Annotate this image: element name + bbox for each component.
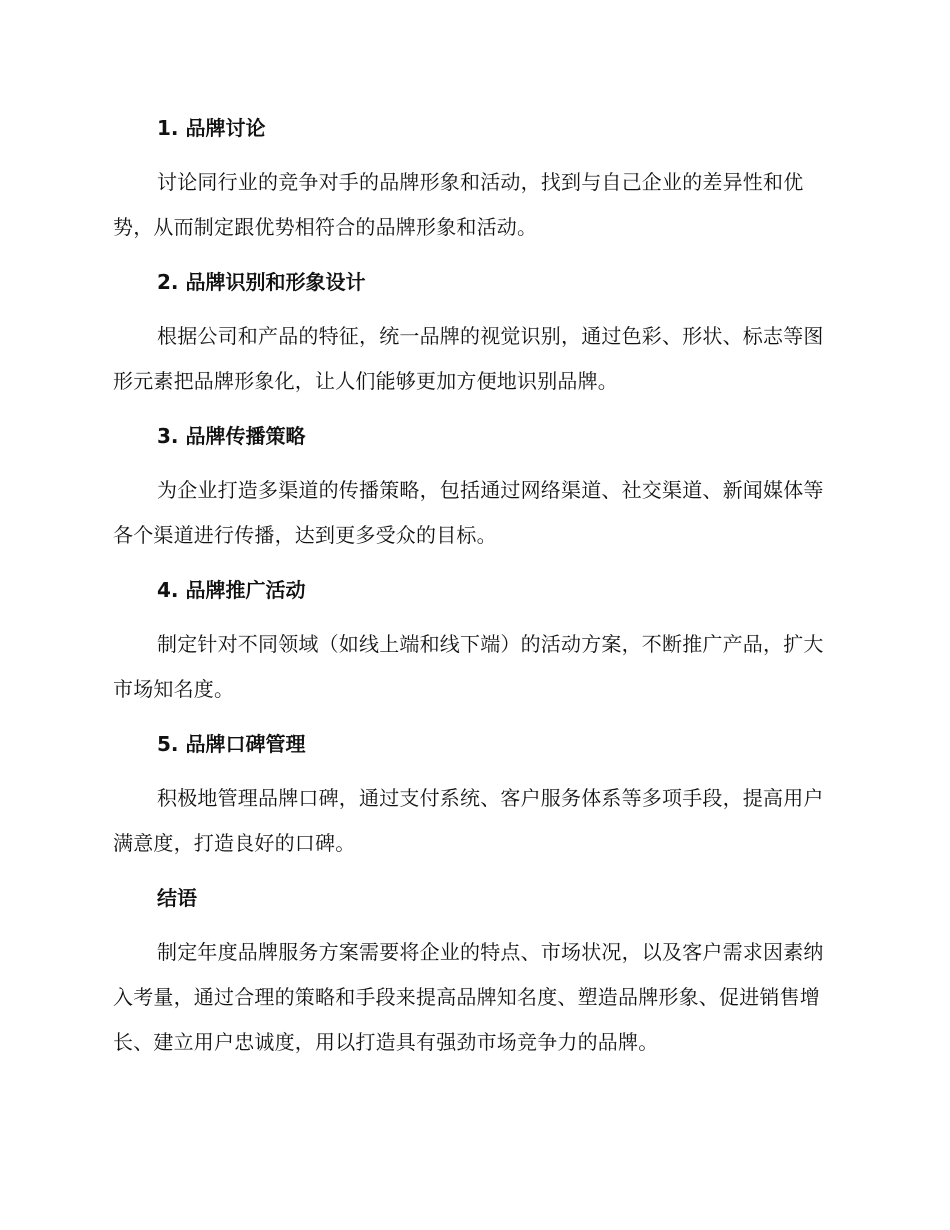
section-brand-discussion: [113, 112, 833, 250]
section-paragraph: 根据公司和产品的特征，统一品牌的视觉识别，通过色彩、形状、标志等图形元素把品牌形象化，让人们能够更加方便地识别品牌。: [113, 324, 824, 393]
section-brand-reputation-management: [113, 728, 833, 866]
section-brand-promotion-activities: [113, 574, 833, 712]
section-paragraph: 讨论同行业的竞争对手的品牌形象和活动，找到与自己企业的差异性和优势，从而制定跟优势相符合的品牌形象和活动。: [113, 170, 804, 239]
section-paragraph: 积极地管理品牌口碑，通过支付系统、客户服务体系等多项手段，提高用户满意度，打造良好的口碑。: [113, 786, 824, 855]
section-heading: 2. 品牌识别和形象设计: [157, 270, 366, 294]
section-paragraph: 制定针对不同领域（如线上端和线下端）的活动方案，不断推广产品，扩大市场知名度。: [113, 632, 824, 701]
section-brand-communication-strategy: [113, 420, 833, 558]
section-heading: 3. 品牌传播策略: [157, 424, 306, 448]
section-heading: 结语: [157, 886, 197, 910]
section-paragraph: 制定年度品牌服务方案需要将企业的特点、市场状况，以及客户需求因素纳入考量，通过合理的策略和手段来提高品牌知名度、塑造品牌形象、促进销售增长、建立用户忠诚度，用以打造具有强劲市场竞争力的品牌。: [113, 940, 824, 1054]
document-page: [113, 112, 833, 1081]
section-conclusion: [113, 882, 833, 1065]
section-heading: 5. 品牌口碑管理: [157, 732, 306, 756]
section-heading: 1. 品牌讨论: [157, 116, 266, 140]
section-paragraph: 为企业打造多渠道的传播策略，包括通过网络渠道、社交渠道、新闻媒体等各个渠道进行传播，达到更多受众的目标。: [113, 478, 824, 547]
section-heading: 4. 品牌推广活动: [157, 578, 306, 602]
section-brand-identity-design: [113, 266, 833, 404]
